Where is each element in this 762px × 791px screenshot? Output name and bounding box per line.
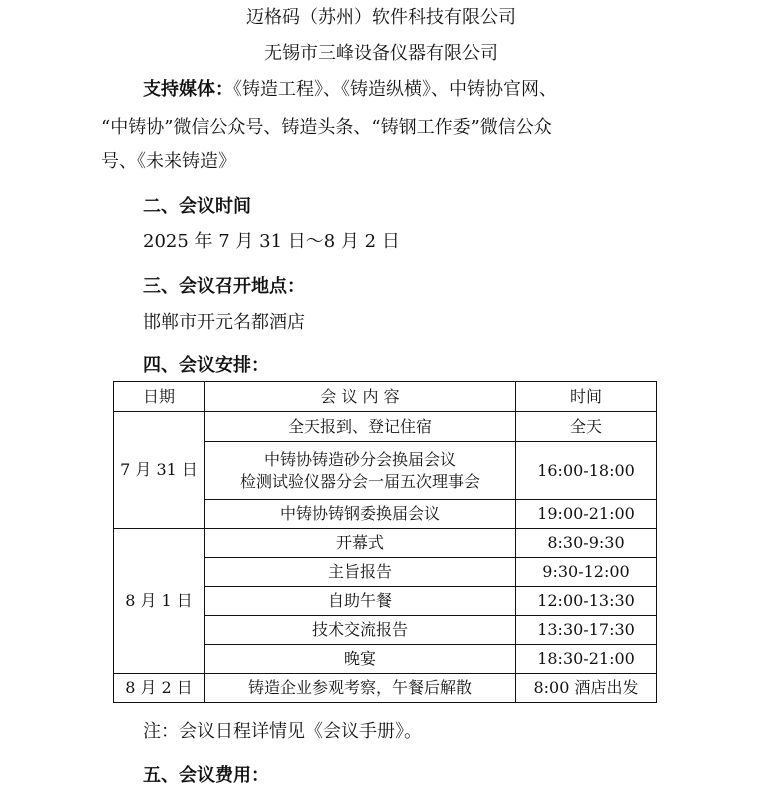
place-heading: 三、会议召开地点： (143, 276, 305, 297)
content-cell (205, 442, 516, 500)
time-cell: 18:30-21:00 (516, 645, 657, 674)
content-cell: 主旨报告 (205, 558, 516, 587)
media-list-1: 《铸造工程》、《铸造纵横》、中铸协官网、 (233, 79, 557, 100)
organizer-1: 迈格码（苏州）软件科技有限公司 (246, 7, 516, 28)
date-cell: 8 月 1 日 (114, 529, 205, 674)
content-cell: 全天报到、登记住宿 (205, 412, 516, 442)
content-cell: 铸造企业参观考察，午餐后解散 (205, 674, 516, 703)
header-content: 会 议 内 容 (205, 382, 516, 412)
content-cell: 晚宴 (205, 645, 516, 674)
table-row (114, 412, 657, 442)
header-time: 时间 (516, 382, 657, 412)
time-cell: 8:30-9:30 (516, 529, 657, 558)
media-line-3: 号、《未来铸造》 (101, 151, 236, 172)
media-line-2: “中铸协”微信公众号、铸造头条、“铸钢工作委”微信公众 (101, 117, 552, 138)
date-cell: 7 月 31 日 (114, 412, 205, 529)
media-line-1 (143, 78, 557, 102)
organizer-2: 无锡市三峰设备仪器有限公司 (264, 43, 498, 64)
schedule-heading: 四、会议安排： (143, 355, 269, 376)
fee-heading: 五、会议费用： (143, 765, 269, 786)
time-value: 2025 年 7 月 31 日～8 月 2 日 (143, 231, 400, 252)
media-label: 支持媒体： (143, 79, 233, 100)
time-cell: 9:30-12:00 (516, 558, 657, 587)
content-line: 中铸协铸造砂分会换届会议 (263, 449, 456, 469)
place-value: 邯郸市开元名都酒店 (143, 312, 305, 333)
time-cell: 13:30-17:30 (516, 616, 657, 645)
header-date: 日期 (114, 382, 205, 412)
schedule-note: 注：会议日程详情见《会议手册》。 (143, 721, 422, 742)
table-row (114, 529, 657, 558)
content-line: 检测试验仪器分会一届五次理事会 (239, 471, 480, 491)
content-cell: 技术交流报告 (205, 616, 516, 645)
time-cell: 16:00-18:00 (516, 442, 657, 500)
time-cell: 全天 (516, 412, 657, 442)
time-cell: 8:00 酒店出发 (516, 674, 657, 703)
table-header-row (114, 382, 657, 412)
time-cell: 12:00-13:30 (516, 587, 657, 616)
date-cell: 8 月 2 日 (114, 674, 205, 703)
table-row (114, 674, 657, 703)
schedule-table (113, 381, 657, 703)
content-cell: 中铸协铸钢委换届会议 (205, 500, 516, 529)
time-cell: 19:00-21:00 (516, 500, 657, 529)
content-cell: 自助午餐 (205, 587, 516, 616)
content-cell: 开幕式 (205, 529, 516, 558)
time-heading: 二、会议时间 (143, 196, 251, 217)
